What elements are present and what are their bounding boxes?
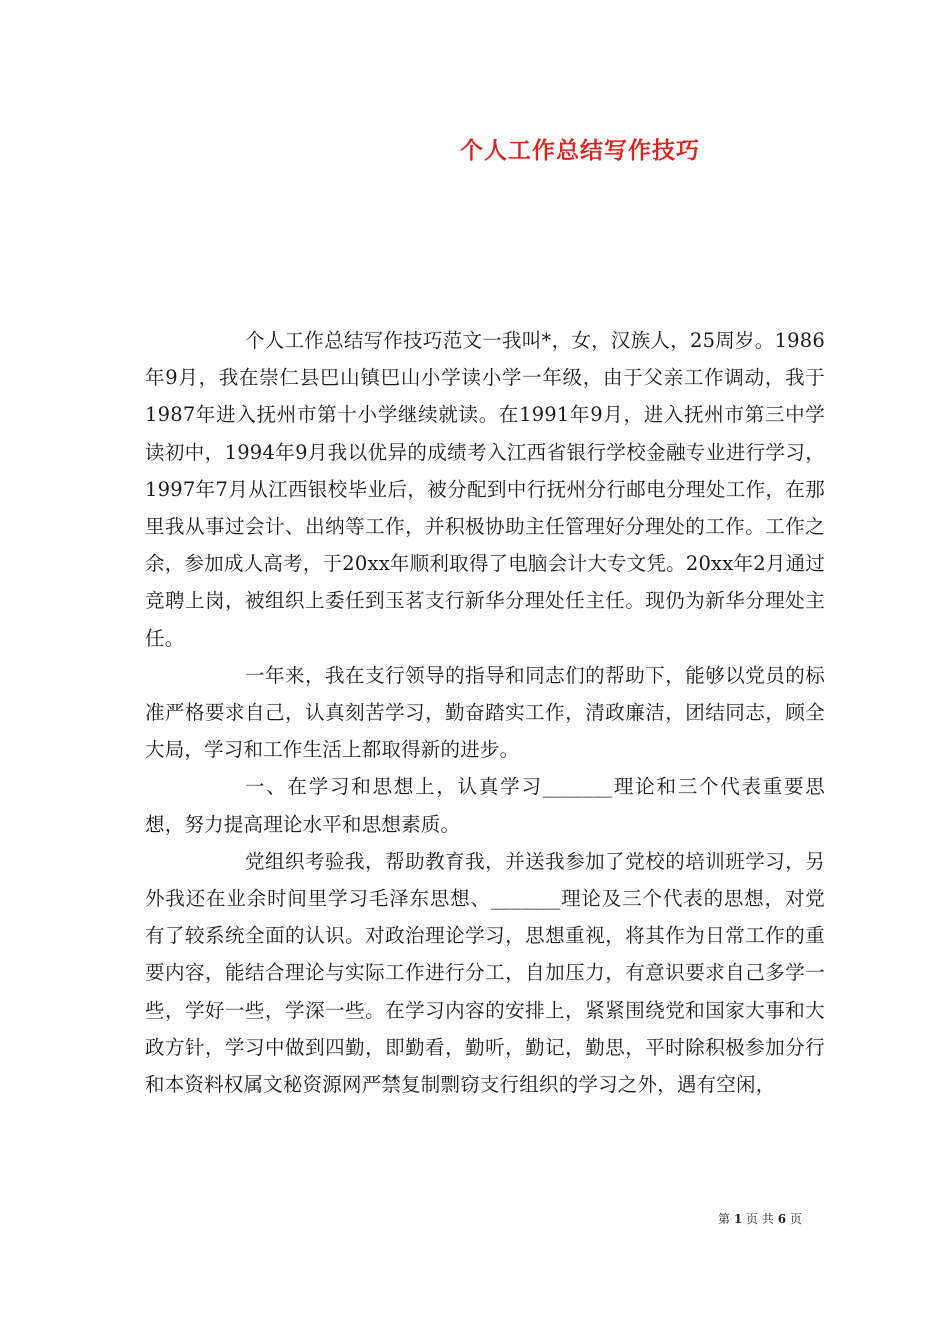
paragraph-2: 一年来，我在支行领导的指导和同志们的帮助下，能够以党员的标准严格要求自己，认真刻苦学习，勤奋踏实工作，清政廉洁，团结同志，顾全大局，学习和工作生活上都取得新的进步。 — [145, 663, 825, 762]
footer-middle: 页 共 — [746, 1212, 774, 1226]
paragraph-4: 党组织考验我，帮助教育我，并送我参加了党校的培训班学习，另外我还在业余时间里学习毛泽东思想、_______理论及三个代表的思想，对党有了较系统全面的认识。对政治理论学习，思想重视，将其作为日常工作的重要内容，能结合理论与实际工作进行分工，自加压力，有意识要求自己多学一些，学好一些，学深一些。在学习内容的安排上，紧紧围绕党和国家大事和大政方针，学习中做到四勤，即勤看，勤听，勤记，勤思，平时除积极参加分行和本资料权属文秘资源网严禁复制剽窃支行组织的学习之外，遇有空闲， — [145, 849, 825, 1097]
document-title: 个人工作总结写作技巧 — [460, 137, 700, 164]
footer-suffix: 页 — [789, 1212, 802, 1226]
page-number-footer — [718, 1210, 802, 1228]
footer-prefix: 第 — [718, 1212, 731, 1226]
total-pages-number: 6 — [777, 1212, 787, 1226]
paragraph-3: 一、在学习和思想上，认真学习_______理论和三个代表重要思想，努力提高理论水平和思想素质。 — [145, 775, 825, 836]
document-body — [145, 322, 825, 1103]
paragraph-1: 个人工作总结写作技巧范文一我叫*，女，汉族人，25周岁。1986年9月，我在崇仁县巴山镇巴山小学读小学一年级，由于父亲工作调动，我于1987年进入抚州市第十小学继续就读。在1991年9月，进入抚州市第三中学读初中，1994年9月我以优异的成绩考入江西省银行学校金融专业进行学习，1997年7月从江西银校毕业后，被分配到中行抚州分行邮电分理处工作，在那里我从事过会计、出纳等工作，并积极协助主任管理好分理处的工作。工作之余，参加成人高考，于20xx年顺利取得了电脑会计大专文凭。20xx年2月通过竞聘上岗，被组织上委任到玉茗支行新华分理处任主任。现仍为新华分理处主任。 — [145, 329, 825, 650]
current-page-number: 1 — [733, 1212, 743, 1226]
